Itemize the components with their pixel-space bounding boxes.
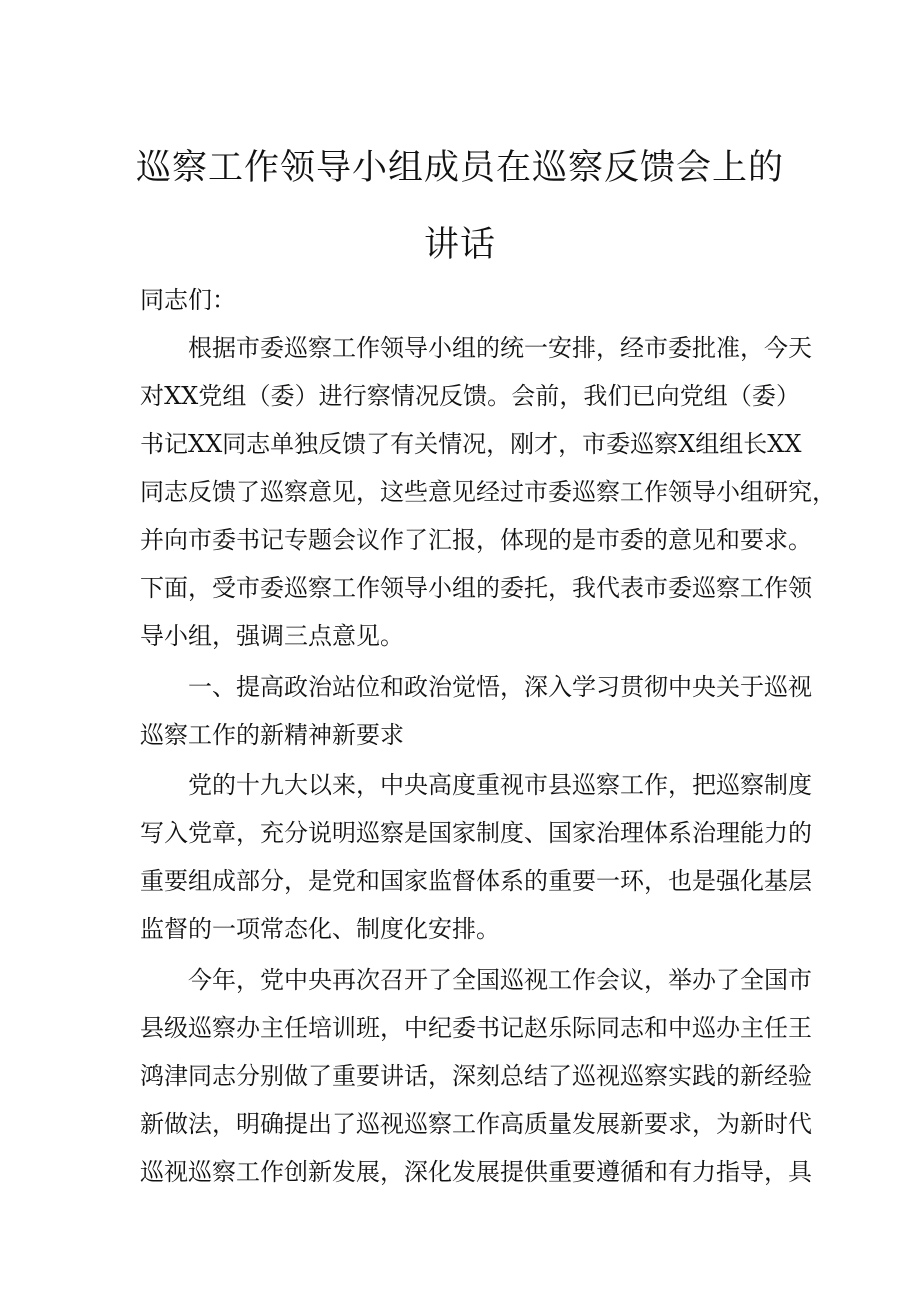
paragraph-line: 县级巡察办主任培训班，中纪委书记赵乐际同志和中巡办主任王 [140,1014,812,1042]
paragraph-line: 导小组，强调三点意见。 [140,622,404,650]
paragraph-line: 党的十九大以来，中央高度重视市县巡察工作，把巡察制度 [188,771,812,799]
paragraph-line: 根据市委巡察工作领导小组的统一安排，经市委批准，今天 [188,334,812,362]
document-title-line-2: 讲话 [423,225,496,265]
paragraph-line: 鸿津同志分别做了重要讲话，深刻总结了巡视巡察实践的新经验 [140,1062,812,1090]
paragraph-line: 今年，党中央再次召开了全国巡视工作会议，举办了全国市 [188,966,812,994]
section-heading-line: 一、提高政治站位和政治觉悟，深入学习贯彻中央关于巡视 [188,673,812,701]
paragraph-line: 新做法，明确提出了巡视巡察工作高质量发展新要求，为新时代 [140,1110,812,1138]
paragraph-line: 重要组成部分，是党和国家监督体系的重要一环，也是强化基层 [140,867,812,895]
paragraph-line: 写入党章，充分说明巡察是国家制度、国家治理体系治理能力的 [140,819,812,847]
section-heading-line: 巡察工作的新精神新要求 [140,721,404,749]
paragraph-line: 并向市委书记专题会议作了汇报，体现的是市委的意见和要求。 [140,526,812,554]
salutation: 同志们： [140,286,236,314]
document-title-line-1: 巡察工作领导小组成员在巡察反馈会上的 [135,148,784,188]
paragraph-line: 对XX党组（委）进行察情况反馈。会前，我们已向党组（委） [140,382,800,410]
paragraph-line: 监督的一项常态化、制度化安排。 [140,915,500,943]
paragraph-line: 巡视巡察工作创新发展，深化发展提供重要遵循和有力指导，具 [140,1158,812,1186]
paragraph-line: 同志反馈了巡察意见，这些意见经过市委巡察工作领导小组研究， [140,478,836,506]
paragraph-line: 书记XX同志单独反馈了有关情况，刚才，市委巡察X组组长XX [140,430,802,458]
paragraph-line: 下面，受市委巡察工作领导小组的委托，我代表市委巡察工作领 [140,574,812,602]
